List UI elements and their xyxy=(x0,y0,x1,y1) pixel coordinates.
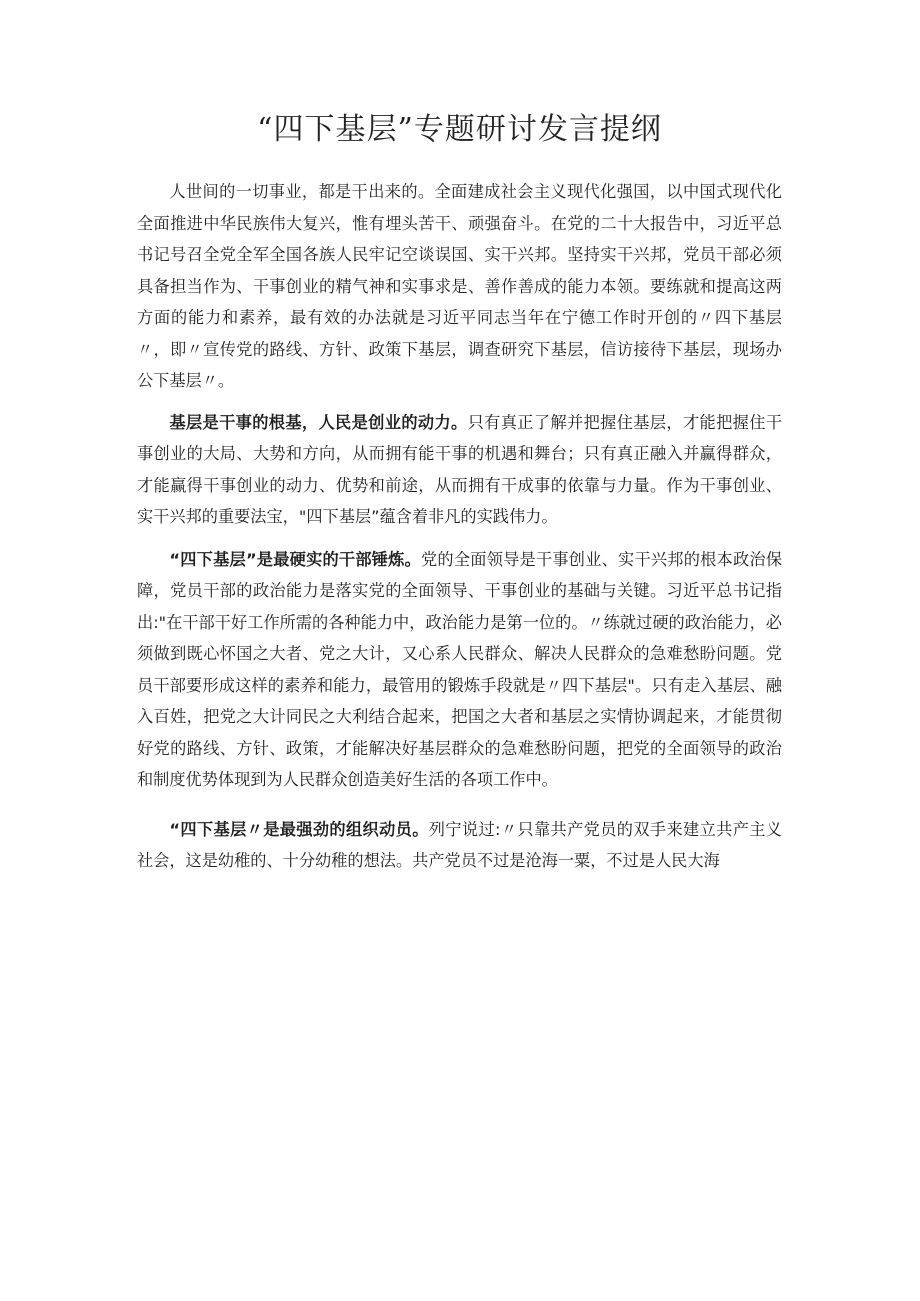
paragraph-intro xyxy=(137,176,782,397)
document-title: “四下基层”专题研讨发言提纲 xyxy=(257,112,662,147)
paragraph-cadre-training xyxy=(137,544,782,796)
paragraph-organizational-mobilization xyxy=(137,814,782,877)
paragraph-grassroots-foundation-text: 只有真正了解并把握住基层，才能把握住干事创业的大局、大势和方向，从而拥有能干事的机遇和舞台；只有真正融入并赢得群众，才能赢得干事创业的动力、优势和前途，从而拥有干成事的依靠与力量。作为干事创业、实干兴邦的重要法宝，"四下基层”蕴含着非凡的实践伟力。 xyxy=(137,412,783,526)
paragraph-organizational-mobilization-heading: “四下基层〃是最强劲的组织动员。 xyxy=(169,819,429,839)
paragraph-cadre-training-heading: “四下基层”是最硬实的干部锤炼。 xyxy=(169,549,422,569)
paragraph-grassroots-foundation-heading: 基层是干事的根基，人民是创业的动力。 xyxy=(169,412,468,432)
paragraph-cadre-training-text: 党的全面领导是干事创业、实干兴邦的根本政治保障，党员干部的政治能力是落实党的全面领导、干事创业的基础与关键。习近平总书记指出:"在干部干好工作所需的各种能力中，政治能力是第一位的。〃练就过硬的政治能力，必须做到既心怀国之大者、党之大计，又心系人民群众、解决人民群众的急难愁盼问题。党员干部要形成这样的素养和能力，最管用的锻炼手段就是〃四下基层"。只有走入基层、融入百姓，把党之大计同民之大利结合起来，把国之大者和基层之实情协调起来，才能贯彻好党的路线、方针、政策，才能解决好基层群众的急难愁盼问题，把党的全面领导的政治和制度优势体现到为人民群众创造美好生活的各项工作中。 xyxy=(137,549,783,789)
paragraph-organizational-mobilization-text: 列宁说过:〃只靠共产党员的双手来建立共产主义社会，这是幼稚的、十分幼稚的想法。共产党员不过是沧海一粟，不过是人民大海 xyxy=(137,819,782,870)
paragraph-grassroots-foundation xyxy=(137,407,782,533)
paragraph-intro-text: 人世间的一切事业，都是干出来的。全面建成社会主义现代化强国，以中国式现代化全面推进中华民族伟大复兴，惟有埋头苦干、顽强奋斗。在党的二十大报告中，习近平总书记号召全党全军全国各族人民牢记空谈误国、实干兴邦。坚持实干兴邦，党员干部必须具备担当作为、干事创业的精气神和实事求是、善作善成的能力本领。要练就和提高这两方面的能力和素养，最有效的办法就是习近平同志当年在宁德工作时开创的〃四下基层〃，即〃宣传党的路线、方针、政策下基层，调查研究下基层，信访接待下基层，现场办公下基层〃。 xyxy=(137,182,782,390)
